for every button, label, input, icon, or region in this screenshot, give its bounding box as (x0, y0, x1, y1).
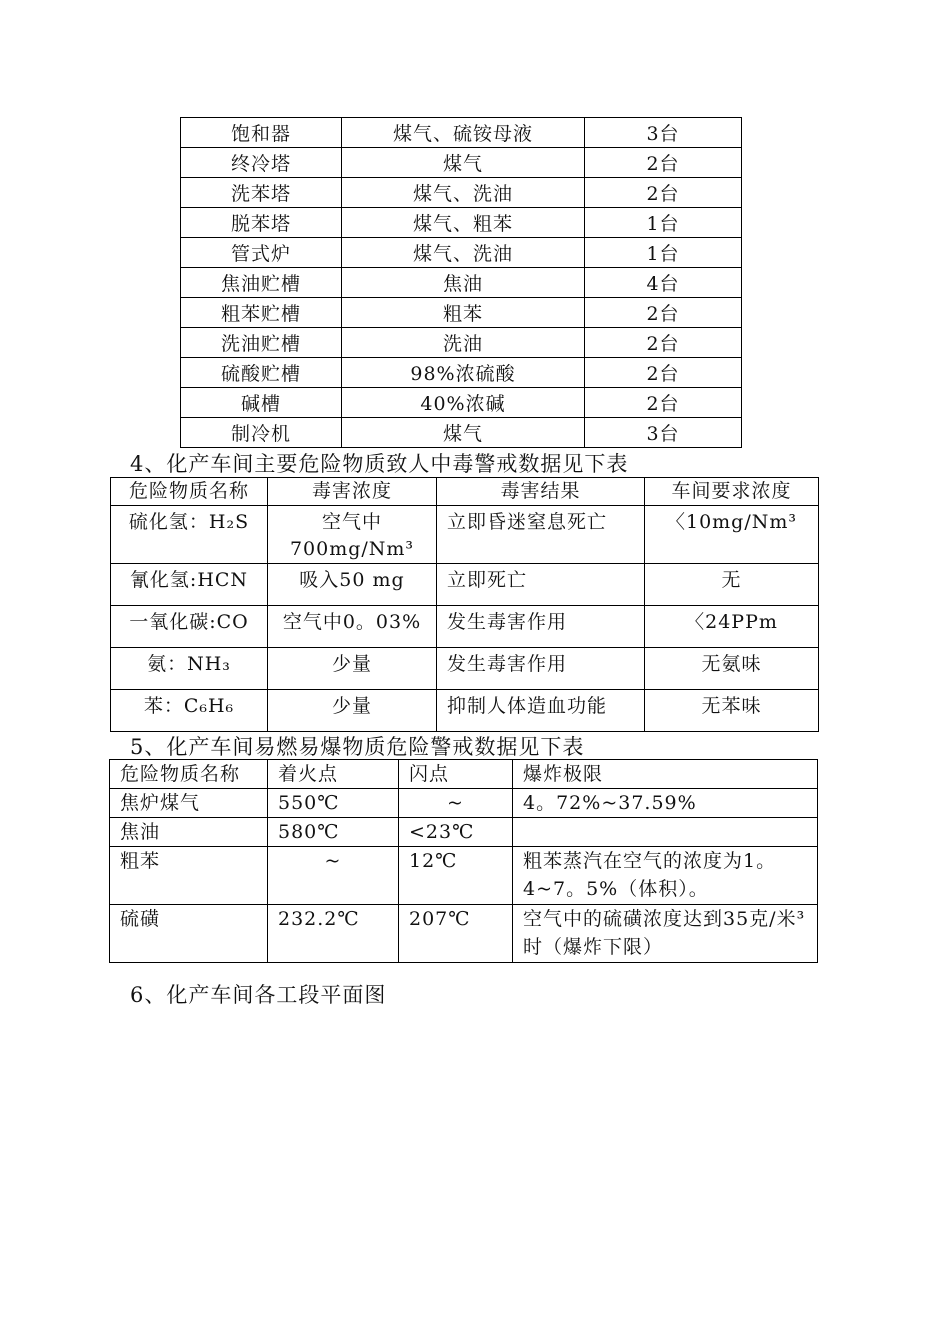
column-header: 毒害结果 (437, 478, 645, 506)
equipment-medium: 粗苯 (342, 298, 585, 328)
substance-name: 苯：C₆H₆ (111, 690, 268, 732)
substance-name: 粗苯 (110, 847, 268, 905)
table-row (181, 298, 742, 328)
equipment-count: 2台 (585, 178, 742, 208)
flammability-table (109, 759, 818, 963)
table-row (110, 818, 818, 847)
table-row (110, 905, 818, 963)
column-header: 毒害浓度 (268, 478, 437, 506)
equipment-medium: 煤气、粗苯 (342, 208, 585, 238)
equipment-count: 2台 (585, 148, 742, 178)
flash-point: 12℃ (399, 847, 513, 905)
equipment-name: 焦油贮槽 (181, 268, 342, 298)
equipment-table (180, 117, 742, 448)
table-row (110, 789, 818, 818)
toxic-concentration: 吸入50 mg (268, 564, 437, 606)
toxic-result: 立即死亡 (437, 564, 645, 606)
toxic-result: 抑制人体造血功能 (437, 690, 645, 732)
substance-name: 焦油 (110, 818, 268, 847)
table-row (181, 418, 742, 448)
table-row (111, 506, 819, 564)
table-row (111, 564, 819, 606)
substance-name: 硫化氢：H₂S (111, 506, 268, 564)
table-header-row (111, 478, 819, 506)
column-header: 车间要求浓度 (645, 478, 819, 506)
ignition-point: 232.2℃ (268, 905, 399, 963)
equipment-count: 2台 (585, 298, 742, 328)
table-row (181, 148, 742, 178)
flash-point: <23℃ (399, 818, 513, 847)
equipment-medium: 煤气、洗油 (342, 238, 585, 268)
equipment-count: 1台 (585, 238, 742, 268)
table-row (181, 238, 742, 268)
required-concentration: 无 (645, 564, 819, 606)
section-6-heading: 6、化产车间各工段平面图 (130, 983, 387, 1007)
explosion-limit: 粗苯蒸汽在空气的浓度为1。4~7。5%（体积）。 (513, 847, 818, 905)
equipment-count: 1台 (585, 208, 742, 238)
table-row (181, 268, 742, 298)
section-5-heading: 5、化产车间易燃易爆物质危险警戒数据见下表 (130, 735, 585, 759)
substance-name: 氰化氢:HCN (111, 564, 268, 606)
toxic-result: 发生毒害作用 (437, 648, 645, 690)
required-concentration: 无氨味 (645, 648, 819, 690)
toxic-concentration: 空气中0。03% (268, 606, 437, 648)
table-header-row (110, 760, 818, 789)
toxic-concentration: 空气中700mg/Nm³ (268, 506, 437, 564)
toxic-concentration: 少量 (268, 648, 437, 690)
equipment-medium: 洗油 (342, 328, 585, 358)
equipment-name: 制冷机 (181, 418, 342, 448)
substance-name: 氨：NH₃ (111, 648, 268, 690)
required-concentration: 〈10mg/Nm³ (645, 506, 819, 564)
required-concentration: 无苯味 (645, 690, 819, 732)
equipment-medium: 焦油 (342, 268, 585, 298)
table-row (110, 847, 818, 905)
flash-point: ~ (399, 789, 513, 818)
column-header: 闪点 (399, 760, 513, 789)
toxicity-table (110, 477, 819, 732)
explosion-limit: 空气中的硫磺浓度达到35克/米³时（爆炸下限） (513, 905, 818, 963)
table-row (111, 606, 819, 648)
equipment-name: 饱和器 (181, 118, 342, 148)
substance-name: 一氧化碳:CO (111, 606, 268, 648)
equipment-count: 2台 (585, 328, 742, 358)
equipment-name: 终冷塔 (181, 148, 342, 178)
equipment-name: 洗油贮槽 (181, 328, 342, 358)
table-row (181, 328, 742, 358)
table-row (181, 388, 742, 418)
equipment-medium: 40%浓碱 (342, 388, 585, 418)
equipment-name: 硫酸贮槽 (181, 358, 342, 388)
substance-name: 硫磺 (110, 905, 268, 963)
table-row (111, 648, 819, 690)
column-header: 危险物质名称 (111, 478, 268, 506)
column-header: 爆炸极限 (513, 760, 818, 789)
table-row (111, 690, 819, 732)
equipment-count: 4台 (585, 268, 742, 298)
explosion-limit: 4。72%~37.59% (513, 789, 818, 818)
equipment-count: 2台 (585, 388, 742, 418)
equipment-name: 脱苯塔 (181, 208, 342, 238)
equipment-count: 3台 (585, 118, 742, 148)
equipment-name: 洗苯塔 (181, 178, 342, 208)
equipment-count: 3台 (585, 418, 742, 448)
column-header: 危险物质名称 (110, 760, 268, 789)
equipment-name: 碱槽 (181, 388, 342, 418)
section-4-heading: 4、化产车间主要危险物质致人中毒警戒数据见下表 (130, 452, 629, 476)
toxic-result: 立即昏迷窒息死亡 (437, 506, 645, 564)
table-row (181, 358, 742, 388)
equipment-medium: 煤气、洗油 (342, 178, 585, 208)
column-header: 着火点 (268, 760, 399, 789)
toxic-concentration: 少量 (268, 690, 437, 732)
table-row (181, 208, 742, 238)
flash-point: 207℃ (399, 905, 513, 963)
table-row (181, 118, 742, 148)
toxic-result: 发生毒害作用 (437, 606, 645, 648)
ignition-point: 550℃ (268, 789, 399, 818)
equipment-medium: 98%浓硫酸 (342, 358, 585, 388)
equipment-count: 2台 (585, 358, 742, 388)
equipment-name: 管式炉 (181, 238, 342, 268)
substance-name: 焦炉煤气 (110, 789, 268, 818)
equipment-medium: 煤气 (342, 148, 585, 178)
equipment-medium: 煤气 (342, 418, 585, 448)
equipment-medium: 煤气、硫铵母液 (342, 118, 585, 148)
equipment-name: 粗苯贮槽 (181, 298, 342, 328)
required-concentration: 〈24PPm (645, 606, 819, 648)
ignition-point: ~ (268, 847, 399, 905)
explosion-limit (513, 818, 818, 847)
ignition-point: 580℃ (268, 818, 399, 847)
table-row (181, 178, 742, 208)
